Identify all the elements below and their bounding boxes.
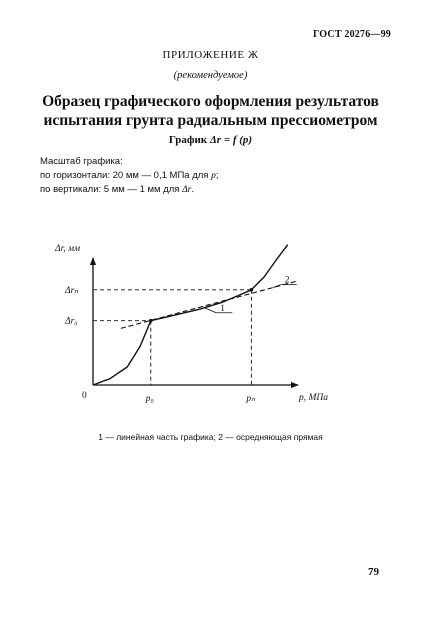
scale-horizontal-text: по горизонтали: 20 мм — 0,1 МПа для — [40, 169, 212, 181]
graph-title-formula: Δr = f (p) — [209, 134, 253, 146]
figure-caption: 1 — линейная часть графика; 2 — осредняющая прямая — [98, 432, 323, 442]
scale-heading: Масштаб графика: — [40, 156, 123, 167]
page-number: 79 — [368, 566, 379, 578]
document-code: ГОСТ 20276—99 — [312, 29, 391, 40]
chart-series — [93, 245, 298, 385]
annotation-label-0: 1 — [220, 303, 226, 314]
annotation-leader-0 — [204, 308, 216, 313]
main-title-line-2: испытания грунта радиальным прессиометром — [43, 112, 378, 129]
curve-point-0 — [149, 319, 153, 323]
x-tick-label-0: p₀ — [145, 394, 154, 404]
x-tick-label-1: pₙ — [246, 394, 255, 404]
scale-horizontal-end: ; — [215, 169, 219, 181]
appendix-note: (рекомендуемое) — [173, 70, 248, 81]
scale-vertical-text: по вертикали: 5 мм — 1 мм для — [40, 184, 183, 195]
curve-point-1 — [250, 288, 254, 292]
chart-guides — [93, 290, 251, 385]
y-tick-label-0: Δrₙ — [65, 285, 79, 296]
series-curve-line — [93, 245, 288, 385]
x-axis-label: p, МПа — [299, 393, 329, 403]
scale-horizontal-var: p — [211, 170, 216, 181]
annotation-label-1: 2 — [284, 275, 290, 286]
y-axis-label: Δr, мм — [55, 244, 81, 254]
origin-label: 0 — [82, 391, 87, 401]
scale-vertical-end: . — [191, 184, 194, 195]
graph-title-prefix: График — [168, 134, 210, 146]
appendix-title: ПРИЛОЖЕНИЕ Ж — [162, 49, 259, 61]
y-tick-label-1: Δr₀ — [65, 316, 78, 327]
scale-vertical-var: Δr — [182, 185, 192, 195]
main-title-line-1: Образец графического оформления результатов — [42, 93, 379, 110]
series-averaging-line — [121, 281, 299, 329]
